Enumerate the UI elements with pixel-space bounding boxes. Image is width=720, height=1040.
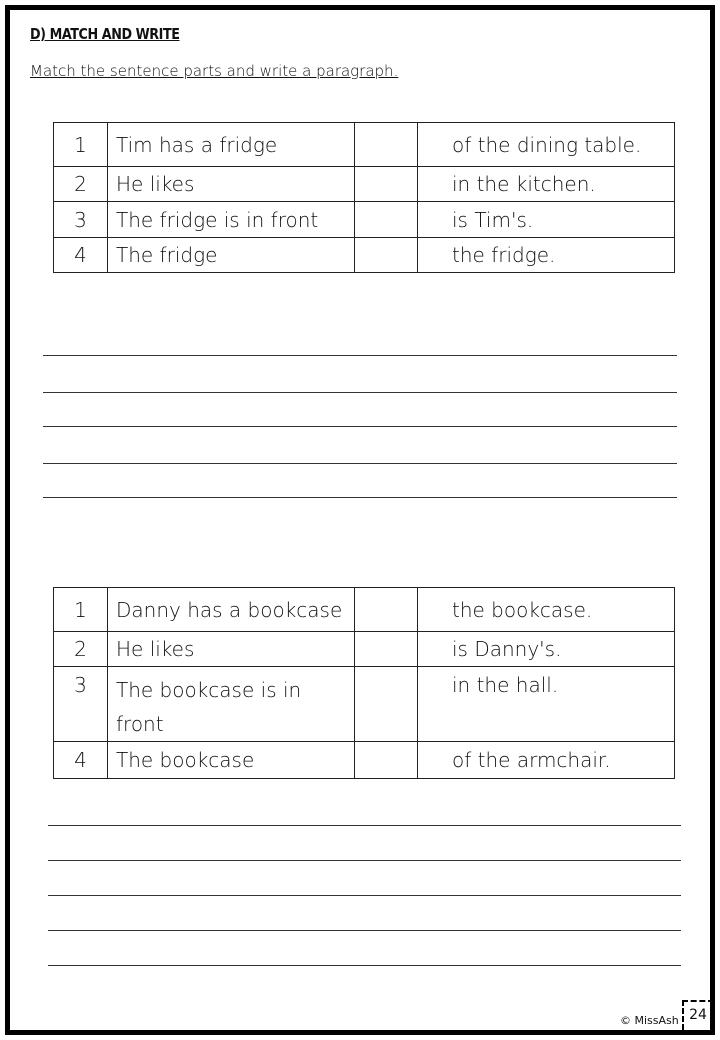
row-number: 1 (54, 588, 108, 632)
instruction: Match the sentence parts and write a paragraph. (30, 62, 399, 80)
sentence-start: Tim has a fridge (108, 123, 355, 167)
sentence-start: The fridge is in front (108, 202, 355, 238)
table-row (54, 123, 675, 167)
table-row (54, 238, 675, 273)
writing-lines-1[interactable] (43, 355, 677, 498)
match-table-1 (53, 122, 675, 273)
sentence-start: The fridge (108, 238, 355, 273)
answer-cell[interactable] (355, 588, 418, 632)
copyright: © MissAsh (620, 1014, 679, 1027)
sentence-start: The bookcase (108, 742, 355, 779)
sentence-end: the fridge. (418, 238, 675, 273)
sentence-end: in the hall. (418, 667, 675, 742)
table-row (54, 632, 675, 667)
sentence-start: He likes (108, 632, 355, 667)
answer-cell[interactable] (355, 202, 418, 238)
answer-cell[interactable] (355, 167, 418, 202)
sentence-end: the bookcase. (418, 588, 675, 632)
table-row (54, 167, 675, 202)
row-number: 2 (54, 632, 108, 667)
answer-cell[interactable] (355, 742, 418, 779)
row-number: 4 (54, 742, 108, 779)
row-number: 2 (54, 167, 108, 202)
row-number: 3 (54, 202, 108, 238)
answer-cell[interactable] (355, 667, 418, 742)
sentence-end: of the dining table. (418, 123, 675, 167)
table-row (54, 667, 675, 742)
table-row (54, 742, 675, 779)
sentence-start: The bookcase is in front (108, 667, 355, 742)
section-title: D) MATCH AND WRITE (30, 25, 180, 43)
sentence-end: is Danny's. (418, 632, 675, 667)
sentence-start: Danny has a bookcase (108, 588, 355, 632)
table-row (54, 588, 675, 632)
answer-cell[interactable] (355, 238, 418, 273)
writing-lines-2[interactable] (48, 825, 681, 966)
table-row (54, 202, 675, 238)
sentence-end: in the kitchen. (418, 167, 675, 202)
sentence-end: is Tim's. (418, 202, 675, 238)
answer-cell[interactable] (355, 632, 418, 667)
answer-cell[interactable] (355, 123, 418, 167)
row-number: 4 (54, 238, 108, 273)
sentence-end: of the armchair. (418, 742, 675, 779)
match-table-2 (53, 587, 675, 779)
sentence-start: He likes (108, 167, 355, 202)
page-number: 24 (682, 1000, 714, 1030)
row-number: 3 (54, 667, 108, 742)
row-number: 1 (54, 123, 108, 167)
